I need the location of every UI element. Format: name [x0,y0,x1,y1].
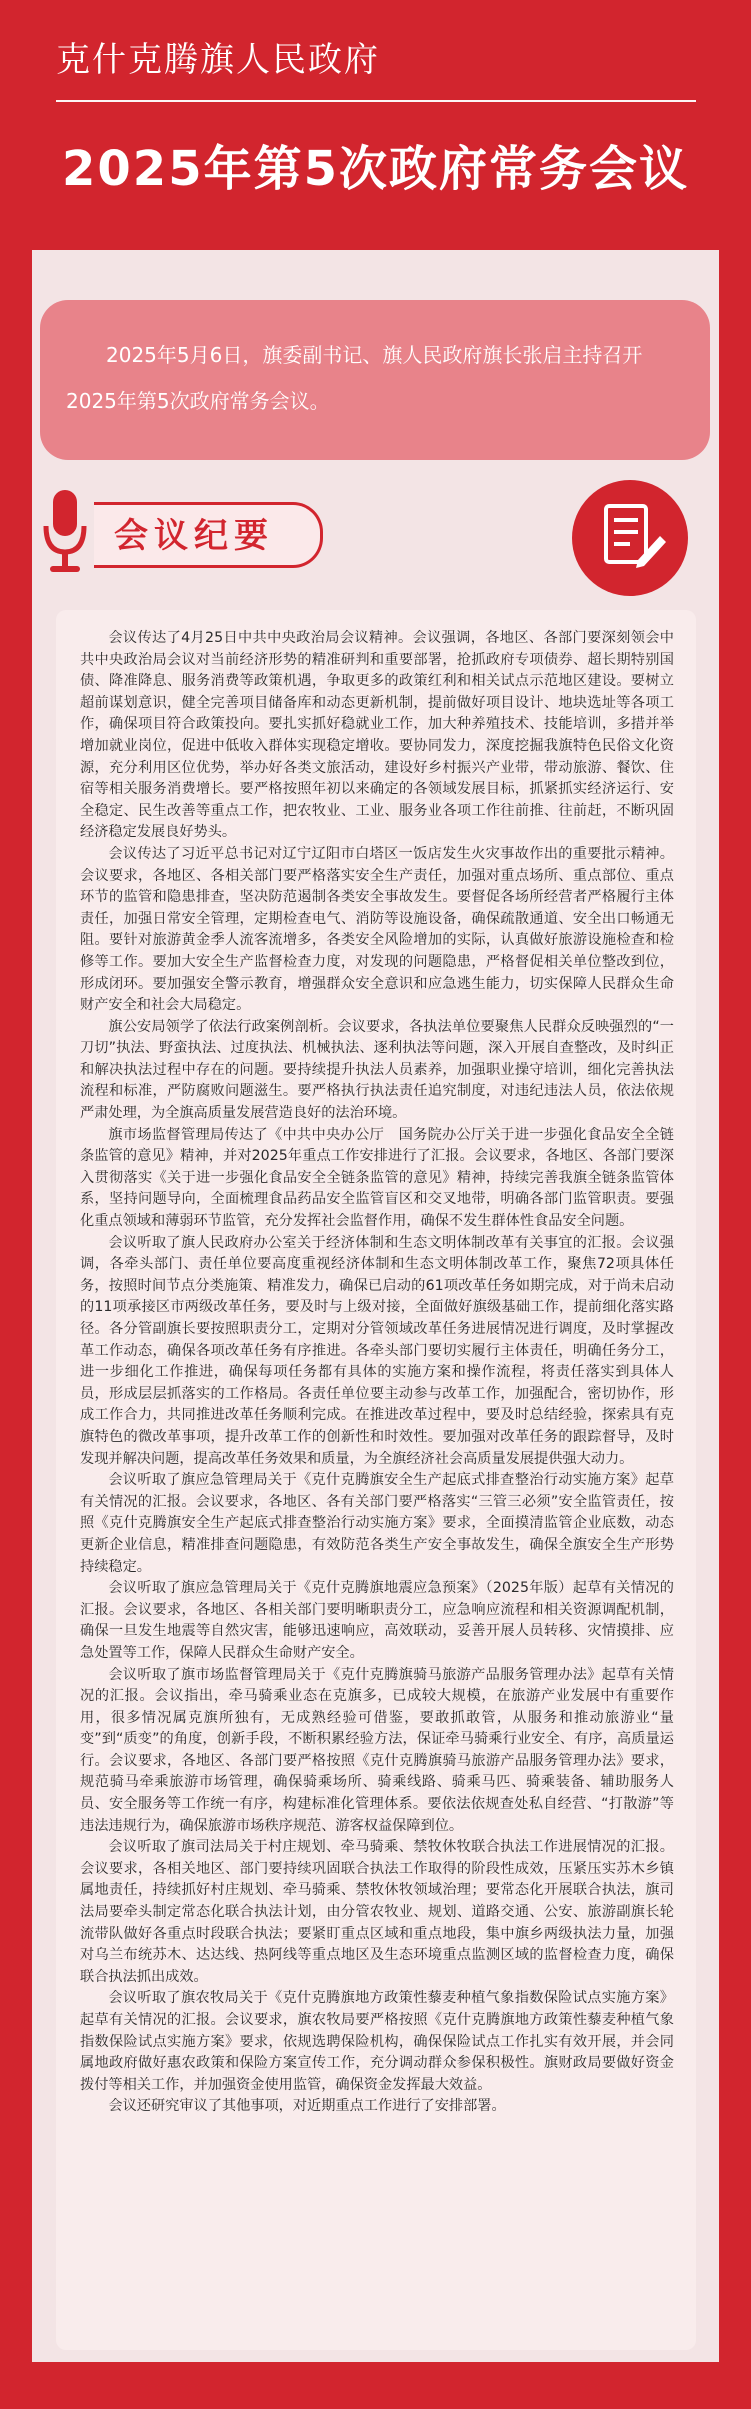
minutes-paragraph: 会议传达了习近平总书记对辽宁辽阳市白塔区一饭店发生火灾事故作出的重要批示精神。会议要求，各地区、各相关部门要严格落实安全生产责任，加强对重点场所、重点部位、重点环节的监管和隐患排查，坚决防范遏制各类安全事故发生。要督促各场所经营者严格履行主体责任，加强日常安全管理，定期检查电气、消防等设施设备，确保疏散通道、安全出口畅通无阻。要针对旅游黄金季人流客流增多，各类安全风险增加的实际，认真做好旅游设施检查和检修等工作。要加大安全生产监督检查力度，对发现的问题隐患，严格督促相关单位整改到位，形成闭环。要加强安全警示教育，增强群众安全意识和应急逃生能力，切实保障人民群众生命财产安全和社会大局稳定。 [80,845,674,1014]
left-border [0,0,32,2409]
org-name: 克什克腾旗人民政府 [56,40,380,80]
minutes-body [80,628,674,2118]
summary-text: 2025年5月6日，旗委副书记、旗人民政府旗长张启主持召开2025年第5次政府常务会议。 [66,343,643,413]
right-border [719,0,751,2409]
minutes-paragraph: 会议听取了旗司法局关于村庄规划、牵马骑乘、禁牧休牧联合执法工作进展情况的汇报。会议要求，各相关地区、部门要持续巩固联合执法工作取得的阶段性成效，压紧压实苏木乡镇属地责任，持续抓好村庄规划、牵马骑乘、禁牧休牧领域治理；要常态化开展联合执法，旗司法局要牵头制定常态化联合执法计划，由分管农牧业、规划、道路交通、公安、旅游副旗长轮流带队做好各重点时段联合执法；要紧盯重点区域和重点地段，集中旗乡两级执法力量，加强对乌兰布统苏木、达达线、热阿线等重点地区及生态环境重点监测区域的监督检查力度，确保联合执法抓出成效。 [80,1839,674,1985]
minutes-paragraph: 会议听取了旗应急管理局关于《克什克腾旗地震应急预案》（2025年版）起草有关情况的汇报。会议要求，各地区、各相关部门要明晰职责分工，应急响应流程和相关资源调配机制，确保一旦发生地震等自然灾害，能够迅速响应，高效联动，妥善开展人员转移、灾情摸排、应急处置等工作，保障人民群众生命财产安全。 [80,1580,674,1661]
minutes-paragraph: 旗公安局领学了依法行政案例剖析。会议要求，各执法单位要聚焦人民群众反映强烈的“一刀切”执法、野蛮执法、过度执法、机械执法、逐利执法等问题，深入开展自查整改，及时纠正和解决执法过程中存在的问题。要持续提升执法人员素养，加强职业操守培训，细化完善执法流程和标准，严防腐败问题滋生。要严格执行执法责任追究制度，对违纪违法人员，依法依规严肃处理，为全旗高质量发展营造良好的法治环境。 [80,1018,674,1122]
minutes-paragraph: 旗市场监督管理局传达了《中共中央办公厅 国务院办公厅关于进一步强化食品安全全链条监管的意见》精神，并对2025年重点工作安排进行了汇报。会议要求，各地区、各部门要深入贯彻落实《关于进一步强化食品安全全链条监管的意见》精神，持续完善我旗全链条监管体系，坚持问题导向，全面梳理食品药品安全监管盲区和交叉地带，明确各部门监管职责。要强化重点领域和薄弱环节监管，充分发挥社会监督作用，确保不发生群体性食品安全问题。 [80,1126,674,1230]
microphone-icon [42,488,88,578]
header-divider [56,100,696,102]
minutes-paragraph: 会议传达了4月25日中共中央政治局会议精神。会议强调，各地区、各部门要深刻领会中共中央政治局会议对当前经济形势的精准研判和重要部署，抢抓政府专项债券、超长期特别国债、降准降息、服务消费等政策机遇，争取更多的政策红利和相关试点示范地区建设。要树立超前谋划意识，健全完善项目储备库和动态更新机制，提前做好项目设计、地块选址等各项工作，确保项目符合政策投向。要扎实抓好稳就业工作，加大种养殖技术、技能培训，多措并举增加就业岗位，促进中低收入群体实现稳定增收。要协同发力，深度挖掘我旗特色民俗文化资源，充分利用区位优势，举办好各类文旅活动，建设好乡村振兴产业带，带动旅游、餐饮、住宿等相关服务消费增长。要严格按照年初以来确定的各领域发展目标，抓紧抓实经济运行、安全稳定、民生改善等重点工作，把农牧业、工业、服务业各项工作往前推、往前赶，不断巩固经济稳定发展良好势头。 [80,630,674,841]
minutes-paragraph: 会议听取了旗应急管理局关于《克什克腾旗安全生产起底式排查整治行动实施方案》起草有关情况的汇报。会议要求，各地区、各有关部门要严格落实“三管三必须”安全监管责任，按照《克什克腾旗安全生产起底式排查整治行动实施方案》要求，全面摸清监管企业底数，动态更新企业信息，精准排查问题隐患，有效防范各类生产安全事故发生，确保全旗安全生产形势持续稳定。 [80,1472,674,1575]
section-label: 会议纪要 [114,516,274,556]
document-pen-icon [572,480,688,596]
minutes-paragraph: 会议还研究审议了其他事项，对近期重点工作进行了安排部署。 [108,2098,506,2115]
page-title: 2025年第5次政府常务会议 [62,141,689,197]
footer-band [0,2362,751,2409]
minutes-paragraph: 会议听取了旗农牧局关于《克什克腾旗地方政策性藜麦种植气象指数保险试点实施方案》起草有关情况的汇报。会议要求，旗农牧局要严格按照《克什克腾旗地方政策性藜麦种植气象指数保险试点实施方案》要求，依规选聘保险机构，确保保险试点工作扎实有效开展，并会同属地政府做好惠农政策和保险方案宣传工作，充分调动群众参保积极性。旗财政局要做好资金拨付等相关工作，并加强资金使用监管，确保资金发挥最大效益。 [80,1990,674,2093]
minutes-paragraph: 会议听取了旗人民政府办公室关于经济体制和生态文明体制改革有关事宜的汇报。会议强调，各牵头部门、责任单位要高度重视经济体制和生态文明体制改革工作，聚焦72项具体任务，按照时间节点分类施策、精准发力，确保已启动的61项改革任务如期完成，对于尚未启动的11项承接区市两级改革任务，要及时与上级对接，全面做好旗级基础工作，提前细化落实路径。各分管副旗长要按照职责分工，定期对分管领域改革任务进展情况进行调度，及时掌握改革工作动态，确保各项改革任务有序推进。各牵头部门要切实履行主体责任，明确任务分工，进一步细化工作推进，确保每项任务都有具体的实施方案和操作流程，将责任落实到具体人员，形成层层抓落实的工作格局。各责任单位要主动参与改革工作，加强配合，密切协作，形成工作合力，共同推进改革任务顺利完成。在推进改革过程中，要及时总结经验，探索具有克旗特色的微改革事项，提升改革工作的创新性和时效性。要加强对改革任务的跟踪督导，及时发现并解决问题，提高改革任务效果和质量，为全旗经济社会高质量发展提供强大动力。 [80,1234,674,1467]
minutes-paragraph: 会议听取了旗市场监督管理局关于《克什克腾旗骑马旅游产品服务管理办法》起草有关情况的汇报。会议指出，牵马骑乘业态在克旗多，已成较大规模，在旅游产业发展中有重要作用，很多情况属克旗所独有，无成熟经验可借鉴，要敢抓敢管，从服务和推动旅游业“量变”到“质变”的角度，创新手段，不断积累经验方法，保证牵马骑乘行业安全、有序，高质量运行。会议要求，各地区、各部门要严格按照《克什克腾旗骑马旅游产品服务管理办法》要求，规范骑马牵乘旅游市场管理，确保骑乘场所、骑乘线路、骑乘马匹、骑乘装备、辅助服务人员、安全服务等工作统一有序，构建标准化管理体系。要依法依规查处私自经营、“打散游”等违法违规行为，确保旅游市场秩序规范、游客权益保障到位。 [80,1666,674,1834]
